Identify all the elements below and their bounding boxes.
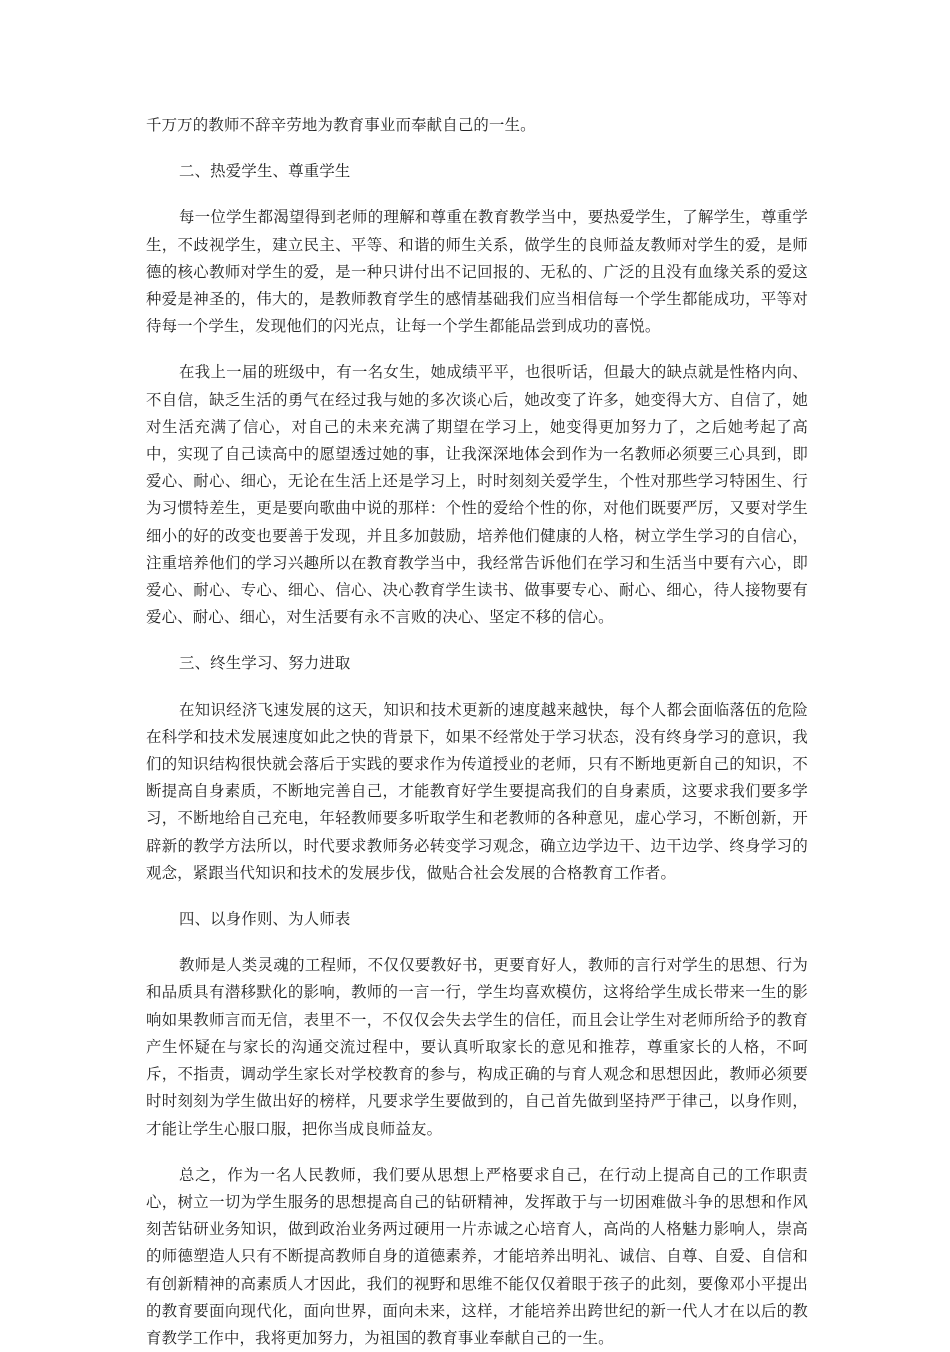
- section-heading-3: 三、终生学习、努力进取: [179, 654, 351, 673]
- spacer: [146, 887, 808, 906]
- opening-line: 千万万的教师不辞辛劳地为教育事业而奉献自己的一生。: [146, 116, 536, 134]
- spacer: [146, 340, 808, 359]
- paragraph-3-1: 在知识经济飞速发展的这天，知识和技术更新的速度越来越快，每个人都会面临落伍的危险在科学和技术发展速度如此之快的背景下，如果不经常处于学习状态，没有终身学习的意识，我们的知识结构很快就会落后于实践的要求作为传道授业的老师，只有不断地更新自己的知识，不断提高自身素质，不断地完善自己，才能教育好学生要提高我们的自身素质，这要求我们要多学习，不断地给自己充电，年轻教师要多听取学生和老教师的各种意见，虚心学习，不断创新，开辟新的教学方法所以，时代要求教师务必转变学习观念，确立边学边干、边干边学、终身学习的观念，紧跟当代知识和技术的发展步伐，做贴合社会发展的合格教育工作者。: [146, 700, 808, 882]
- document-body: [146, 112, 808, 1352]
- spacer: [146, 631, 808, 650]
- spacer: [146, 1143, 808, 1162]
- conclusion-paragraph: 总之，作为一名人民教师，我们要从思想上严格要求自己，在行动上提高自己的工作职责心，树立一切为学生服务的思想提高自己的钻研精神，发挥敢于与一切困难做斗争的思想和作风刻苦钻研业务知识，做到政治业务两过硬用一片赤诚之心培育人，高尚的人格魅力影响人，崇高的师德塑造人只有不断提高教师自身的道德素养，才能培养出明礼、诚信、自尊、自爱、自信和有创新精神的高素质人才因此，我们的视野和思维不能仅仅着眼于孩子的此刻，要像邓小平提出的教育要面向现代化，面向世界，面向未来，这样，才能培养出跨世纪的新一代人才在以后的教育教学工作中，我将更加努力，为祖国的教育事业奉献自己的一生。: [146, 1165, 808, 1347]
- paragraph-2-1: 每一位学生都渴望得到老师的理解和尊重在教育教学当中，要热爱学生，了解学生，尊重学生，不歧视学生，建立民主、平等、和谐的师生关系，做学生的良师益友教师对学生的爱，是师德的核心教师对学生的爱，是一种只讲付出不记回报的、无私的、广泛的且没有血缘关系的爱这种爱是神圣的，伟大的，是教师教育学生的感情基础我们应当相信每一个学生都能成功，平等对待每一个学生，发现他们的闪光点，让每一个学生都能品尝到成功的喜悦。: [146, 208, 808, 336]
- paragraph-4-1: 教师是人类灵魂的工程师，不仅仅要教好书，更要育好人，教师的言行对学生的思想、行为和品质具有潜移默化的影响，教师的一言一行，学生均喜欢模仿，这将给学生成长带来一生的影响如果教师言而无信，表里不一，不仅仅会失去学生的信任，而且会让学生对老师所给予的教育产生怀疑在与家长的沟通交流过程中，要认真听取家长的意见和推荐，尊重家长的人格，不呵斥，不指责，调动学生家长对学校教育的参与，构成正确的与育人观念和思想因此，教师必须要时时刻刻为学生做出好的榜样，凡要求学生要做到的，自己首先做到坚持严于律己，以身作则，才能让学生心服口服，把你当成良师益友。: [146, 956, 808, 1138]
- spacer: [146, 185, 808, 204]
- spacer: [146, 139, 808, 158]
- section-heading-2: 二、热爱学生、尊重学生: [179, 162, 351, 181]
- spacer: [146, 678, 808, 697]
- spacer: [146, 933, 808, 952]
- section-heading-4: 四、以身作则、为人师表: [179, 910, 351, 929]
- paragraph-2-2: 在我上一届的班级中，有一名女生，她成绩平平，也很听话，但最大的缺点就是性格内向、不自信，缺乏生活的勇气在经过我与她的多次谈心后，她改变了许多，她变得大方、自信了，她对生活充满了信心，对自己的未来充满了期望在学习上，她变得更加努力了，之后她考起了高中，实现了自己读高中的愿望透过她的事，让我深深地体会到作为一名教师必须要三心具到，即爱心、耐心、细心，无论在生活上还是学习上，时时刻刻关爱学生，个性对那些学习特困生、行为习惯特差生，更是要向歌曲中说的那样：个性的爱给个性的你，对他们既要严厉，又要对学生细小的好的改变也要善于发现，并且多加鼓励，培养他们健康的人格，树立学生学习的自信心，注重培养他们的学习兴趣所以在教育教学当中，我经常告诉他们在学习和生活当中要有六心，即爱心、耐心、专心、细心、信心、决心教育学生读书、做事要专心、耐心、细心，待人接物要有爱心、耐心、细心，对生活要有永不言败的决心、坚定不移的信心。: [146, 363, 808, 627]
